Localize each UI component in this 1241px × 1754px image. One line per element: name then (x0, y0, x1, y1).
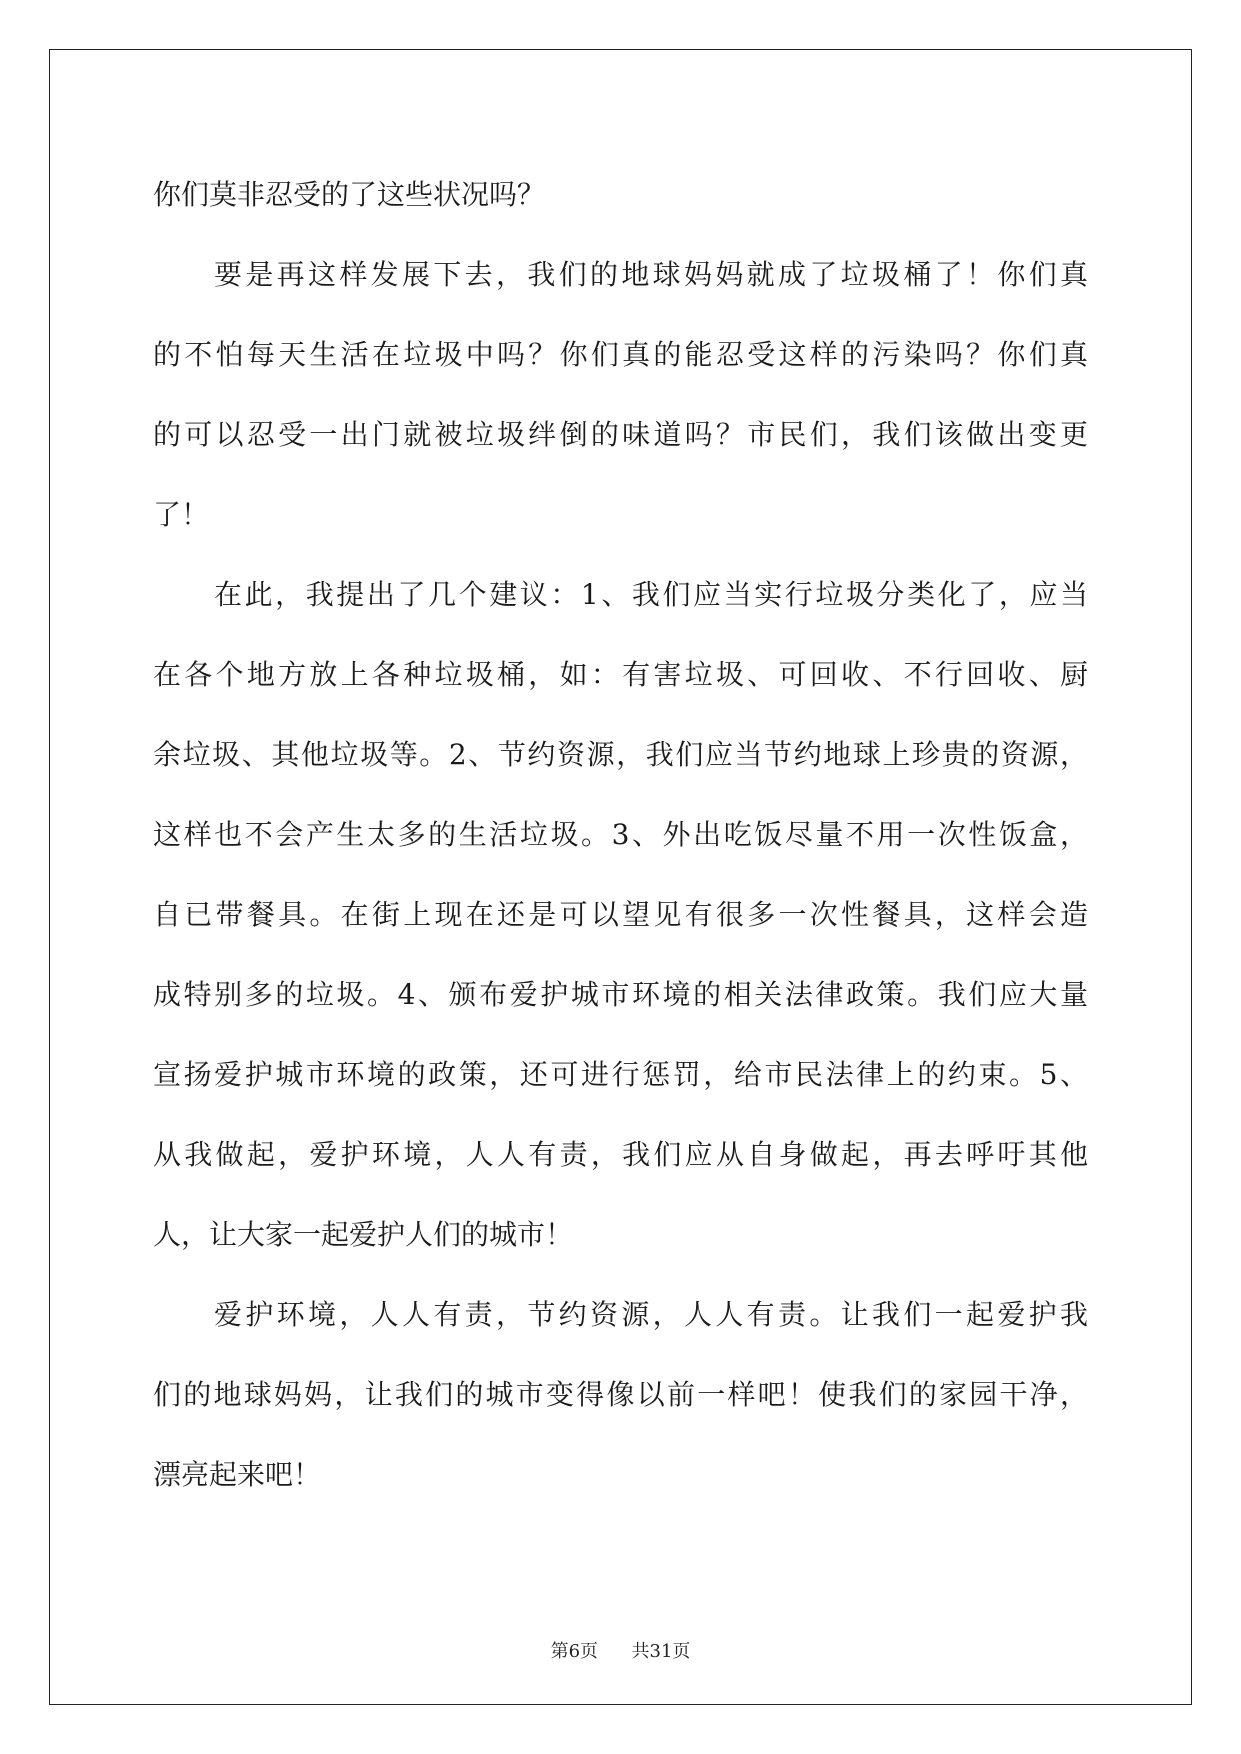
text-line: 在各个地方放上各种垃圾桶，如：有害垃圾、可回收、不行回收、厨 (153, 658, 1088, 691)
page-total: 共31页 (631, 1641, 691, 1662)
text-line: 自已带餐具。在街上现在还是可以望见有很多一次性餐具，这样会造 (153, 898, 1088, 931)
text-line: 人，让大家一起爱护人们的城市！ (153, 1218, 574, 1251)
text-line: 在此，我提出了几个建议：1、我们应当实行垃圾分类化了，应当 (214, 578, 1088, 611)
text-line: 们的地球妈妈，让我们的城市变得像以前一样吧！使我们的家园干净， (153, 1378, 1088, 1411)
text-line: 余垃圾、其他垃圾等。2、节约资源，我们应当节约地球上珍贵的资源， (153, 738, 1088, 771)
page-footer (0, 1637, 1241, 1663)
text-line: 这样也不会产生太多的生活垃圾。3、外出吃饭尽量不用一次性饭盒， (153, 818, 1088, 851)
text-line: 的可以忍受一出门就被垃圾绊倒的味道吗？市民们，我们该做出变更 (153, 418, 1088, 451)
text-line: 爱护环境，人人有责，节约资源，人人有责。让我们一起爱护我 (214, 1298, 1088, 1331)
text-line: 的不怕每天生活在垃圾中吗？你们真的能忍受这样的污染吗？你们真 (153, 338, 1088, 371)
text-line: 你们莫非忍受的了这些状况吗？ (153, 178, 546, 211)
text-line: 从我做起，爱护环境，人人有责，我们应从自身做起，再去呼吁其他 (153, 1138, 1088, 1171)
text-line: 了！ (153, 498, 210, 531)
text-line: 漂亮起来吧！ (153, 1458, 322, 1491)
text-line: 要是再这样发展下去，我们的地球妈妈就成了垃圾桶了！你们真 (214, 258, 1088, 291)
document-body (153, 155, 1088, 1515)
text-line: 宣扬爱护城市环境的政策，还可进行惩罚，给市民法律上的约束。5、 (153, 1058, 1088, 1091)
text-line: 成特别多的垃圾。4、颁布爱护城市环境的相关法律政策。我们应大量 (153, 978, 1088, 1011)
page-number: 第6页 (550, 1641, 599, 1662)
